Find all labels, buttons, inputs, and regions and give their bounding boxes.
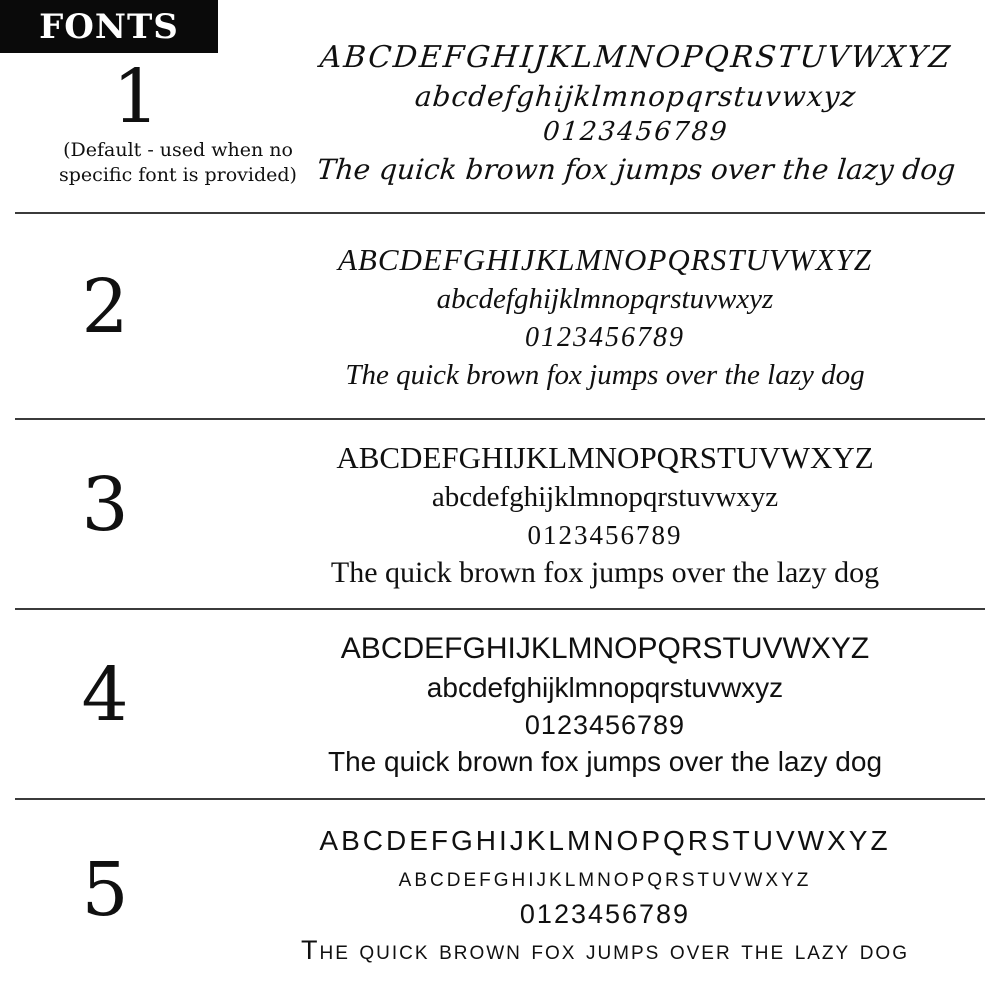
lowercase-row: abcdefghijklmnopqrstuvwxyz	[436, 283, 774, 315]
default-font-note-line-1: (Default - used when no	[63, 139, 293, 161]
font-3-samples	[210, 420, 1000, 610]
font-number-2: 2	[81, 264, 129, 350]
pangram-row: The quick brown fox jumps over the lazy dog	[301, 934, 909, 965]
font-number-1: 1	[112, 54, 160, 140]
digits-row: 0123456789	[542, 117, 731, 148]
font-section-3	[0, 420, 1000, 610]
uppercase-row: ABCDEFGHIJKLMNOPQRSTUVWXYZ	[336, 439, 874, 475]
lowercase-row: abcdefghijklmnopqrstuvwxyz	[431, 481, 779, 513]
font-section-5	[0, 800, 1000, 1000]
uppercase-row: ABCDEFGHIJKLMNOPQRSTUVWXYZ	[340, 632, 870, 666]
lowercase-row: abcdefghijklmnopqrstuvwxyz	[398, 862, 812, 893]
section-4-label-column	[0, 610, 210, 800]
pangram-row: The quick brown fox jumps over the lazy dog	[315, 152, 957, 186]
digits-row: 0123456789	[524, 709, 686, 740]
pangram-row: The quick brown fox jumps over the lazy dog	[345, 359, 865, 392]
font-section-2	[0, 214, 1000, 420]
digits-row: 0123456789	[525, 321, 685, 353]
section-3-label-column	[0, 420, 210, 610]
font-number-4: 4	[81, 652, 129, 738]
lowercase-row: abcdefghijklmnopqrstuvwxyz	[414, 79, 859, 113]
font-1-samples	[272, 0, 1000, 214]
font-number-3: 3	[81, 462, 129, 548]
default-font-note-line-2: specific font is provided)	[59, 163, 297, 186]
section-2-label-column	[0, 214, 210, 420]
section-1-label-column	[0, 0, 297, 214]
font-section-1	[0, 0, 1000, 214]
default-font-note	[42, 138, 314, 187]
digits-row: 0123456789	[519, 898, 691, 929]
font-4-samples	[210, 610, 1000, 800]
pangram-row: The quick brown fox jumps over the lazy dog	[330, 556, 880, 590]
font-5-samples	[210, 800, 1000, 1000]
uppercase-row: ABCDEFGHIJKLMNOPQRSTUVWXYZ	[318, 39, 954, 75]
fonts-banner	[0, 0, 218, 53]
section-5-label-column	[0, 800, 210, 1000]
digits-row: 0123456789	[527, 519, 683, 550]
lowercase-row: abcdefghijklmnopqrstuvwxyz	[426, 672, 784, 704]
uppercase-row: ABCDEFGHIJKLMNOPQRSTUVWXYZ	[337, 241, 873, 277]
font-number-5: 5	[81, 847, 129, 933]
pangram-row: The quick brown fox jumps over the lazy dog	[327, 746, 883, 778]
page-title: FONTS	[39, 6, 179, 47]
font-section-4	[0, 610, 1000, 800]
uppercase-row: ABCDEFGHIJKLMNOPQRSTUVWXYZ	[319, 824, 891, 856]
font-2-samples	[210, 214, 1000, 420]
